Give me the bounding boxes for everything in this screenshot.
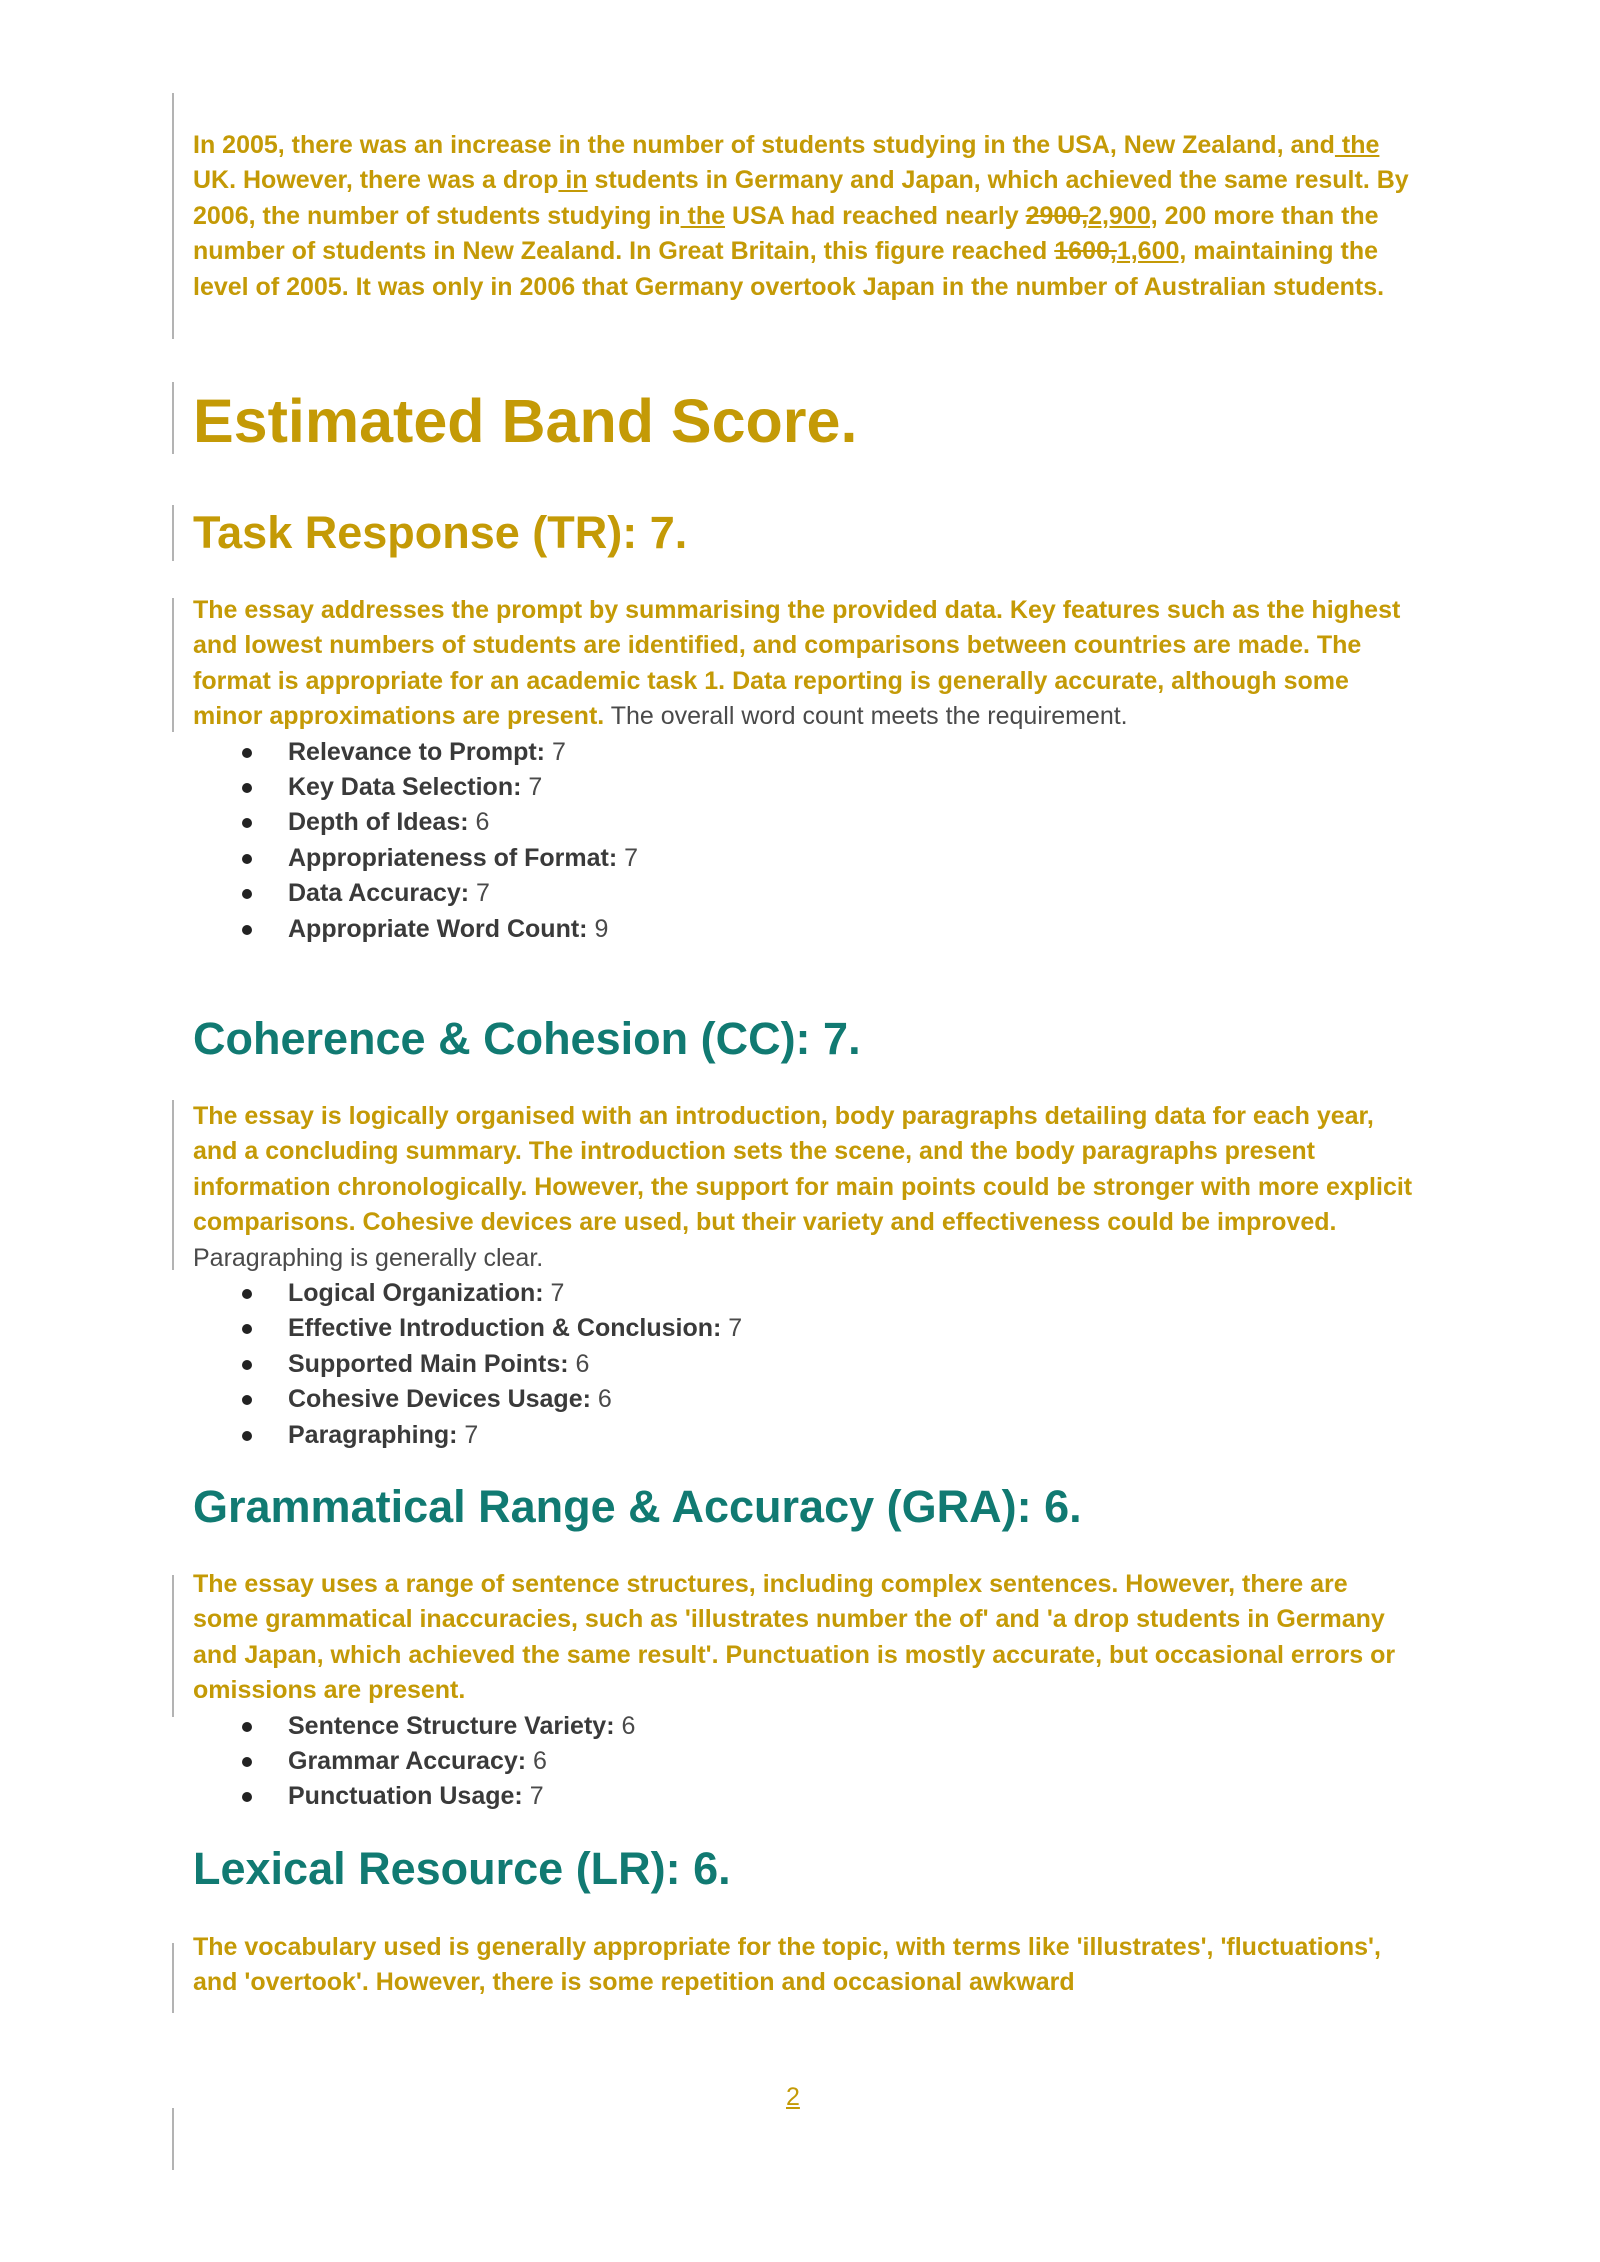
criterion-score: 6 <box>614 1711 636 1740</box>
criterion-score: 9 <box>587 914 609 943</box>
bullet-icon <box>242 748 252 758</box>
grammatical-range-section <box>193 1480 1413 1534</box>
change-bar <box>172 382 174 454</box>
criterion-score: 6 <box>468 808 490 837</box>
intro-paragraph <box>193 128 1413 305</box>
criterion-item <box>193 876 1413 911</box>
criterion-item <box>193 1382 1413 1417</box>
criterion-item <box>193 805 1413 840</box>
change-bar <box>172 598 174 732</box>
criterion-label: Appropriate Word Count: <box>288 914 588 943</box>
criterion-label: Depth of Ideas: <box>288 808 469 837</box>
criterion-label: Relevance to Prompt: <box>288 737 546 766</box>
bullet-icon <box>242 889 252 899</box>
change-bar <box>172 1943 174 2013</box>
criterion-score: 7 <box>469 879 490 908</box>
criterion-item <box>193 1276 1413 1311</box>
criterion-score: 7 <box>721 1314 743 1343</box>
bullet-icon <box>242 818 252 828</box>
criterion-score: 6 <box>590 1385 612 1414</box>
criterion-label: Sentence Structure Variety: <box>288 1711 615 1740</box>
task-response-heading: Task Response (TR): 7. <box>193 507 688 558</box>
grammatical-range-criteria <box>193 1709 1413 1815</box>
criterion-item <box>193 1709 1413 1744</box>
change-bar <box>172 2108 174 2170</box>
intro-text: USA had reached nearly <box>725 201 1026 230</box>
coherence-cohesion-body <box>193 1099 1413 1453</box>
bullet-icon <box>242 1289 252 1299</box>
change-bar <box>172 1100 174 1270</box>
criterion-label: Cohesive Devices Usage: <box>288 1385 591 1414</box>
criterion-score: 7 <box>457 1420 479 1449</box>
lexical-resource-paragraph: The vocabulary used is generally appropriate for the topic, with terms like 'illustrates', 'fluctuations', and 'overtook'. However, there is some repetition and occasional awkward <box>193 1933 1381 1997</box>
normal-text: The overall word count meets the requirement. <box>604 702 1128 731</box>
deleted-text: 1600, <box>1054 237 1117 266</box>
bullet-icon <box>242 1757 252 1767</box>
intro-text: maintaining the level of 2005. It was only in 2006 that Germany overtook Japan in the number of Australian students. <box>193 237 1385 301</box>
normal-text: Paragraphing is generally clear. <box>193 1243 544 1272</box>
task-response-paragraph <box>193 593 1413 735</box>
criterion-item <box>193 735 1413 770</box>
criterion-label: Grammar Accuracy: <box>288 1747 527 1776</box>
bullet-icon <box>242 1722 252 1732</box>
criterion-label: Appropriateness of Format: <box>288 843 618 872</box>
intro-section <box>193 128 1413 305</box>
lexical-resource-body <box>193 1930 1413 2001</box>
criterion-score: 7 <box>521 773 543 802</box>
criterion-score: 7 <box>617 843 639 872</box>
intro-text: 200 more than the number of students in New Zealand. In Great Britain, this figure reached <box>193 201 1379 266</box>
criterion-label: Data Accuracy: <box>288 879 470 908</box>
criterion-score: 7 <box>543 1279 565 1308</box>
inserted-text: the <box>1334 131 1380 159</box>
criterion-label: Paragraphing: <box>288 1420 458 1449</box>
bullet-icon <box>242 1360 252 1370</box>
criterion-item <box>193 770 1413 805</box>
criterion-item <box>193 1311 1413 1346</box>
criterion-item <box>193 1418 1413 1453</box>
intro-text: UK. However, there was a drop <box>193 166 559 195</box>
criterion-label: Punctuation Usage: <box>288 1782 523 1811</box>
criterion-item <box>193 1744 1413 1779</box>
inserted-text: the <box>680 201 726 230</box>
bullet-icon <box>242 783 252 793</box>
criterion-score: 7 <box>545 737 566 766</box>
bullet-icon <box>242 1792 252 1802</box>
criterion-score: 6 <box>526 1747 547 1776</box>
band-score-title: Estimated Band Score. <box>193 387 858 455</box>
lexical-resource-heading: Lexical Resource (LR): 6. <box>193 1843 731 1894</box>
task-response-section <box>193 506 1413 560</box>
lexical-resource-section <box>193 1842 1413 1896</box>
criterion-label: Supported Main Points: <box>288 1349 569 1378</box>
intro-text: In 2005, there was an increase in the number of students studying in the USA, New Zealand <box>193 131 1277 159</box>
change-bar <box>172 505 174 561</box>
bullet-icon <box>242 1395 252 1405</box>
grammatical-range-heading: Grammatical Range & Accuracy (GRA): 6. <box>193 1481 1082 1532</box>
bullet-icon <box>242 1324 252 1334</box>
bullet-icon <box>242 854 252 864</box>
criterion-label: Key Data Selection: <box>288 773 522 802</box>
tracked-text: The essay is logically organised with an introduction, body paragraphs detailing data for each year, and a concluding summary. The introduction sets the scene, and the body paragraphs present information chronologically. However, the support for main points could be stronger with more explicit comparisons. Cohesive devices are used, but their variety and effectiveness could be improved. <box>193 1102 1413 1237</box>
deleted-text: 2900, <box>1025 201 1089 230</box>
coherence-cohesion-heading: Coherence & Cohesion (CC): 7. <box>193 1013 861 1064</box>
inserted-text: in <box>558 166 588 195</box>
intro-text: students in Germany and Japan, which achieved the same result. By 2006, the number of students studying in <box>193 166 1409 230</box>
criterion-item <box>193 841 1413 876</box>
coherence-cohesion-section <box>193 1012 1413 1066</box>
task-response-body <box>193 593 1413 947</box>
tracked-text: The essay addresses the prompt by summarising the provided data. Key features such as the highest and lowest numbers of students are identified, and comparisons between countries are made. The format is appropriate for an academic task 1. Data reporting is generally accurate, although some minor approximations are present. <box>193 596 1401 731</box>
bullet-icon <box>242 1431 252 1441</box>
intro-text: and <box>1283 131 1335 159</box>
coherence-cohesion-paragraph <box>193 1099 1413 1276</box>
criterion-item <box>193 912 1413 947</box>
criterion-item <box>193 1779 1413 1814</box>
inserted-text: 2,900, <box>1088 201 1158 230</box>
change-bar <box>172 1575 174 1717</box>
page-number: 2 <box>786 2083 800 2111</box>
criterion-item <box>193 1347 1413 1382</box>
change-bar <box>172 93 174 339</box>
task-response-criteria <box>193 735 1413 947</box>
coherence-cohesion-criteria <box>193 1276 1413 1453</box>
criterion-label: Effective Introduction & Conclusion: <box>288 1314 722 1343</box>
inserted-text: , <box>1276 131 1284 159</box>
criterion-label: Logical Organization: <box>288 1279 544 1308</box>
bullet-icon <box>242 925 252 935</box>
grammatical-range-paragraph: The essay uses a range of sentence structures, including complex sentences. However, there are some grammatical inaccuracies, such as 'illustrates number the of' and 'a drop students in Germany and Japan, which achieved the same result'. Punctuation is mostly accurate, but occasional errors or omissions are present. <box>193 1570 1396 1705</box>
criterion-score: 7 <box>522 1782 544 1811</box>
criterion-score: 6 <box>568 1349 590 1378</box>
grammatical-range-body <box>193 1567 1413 1815</box>
inserted-text: 1,600, <box>1116 237 1187 266</box>
